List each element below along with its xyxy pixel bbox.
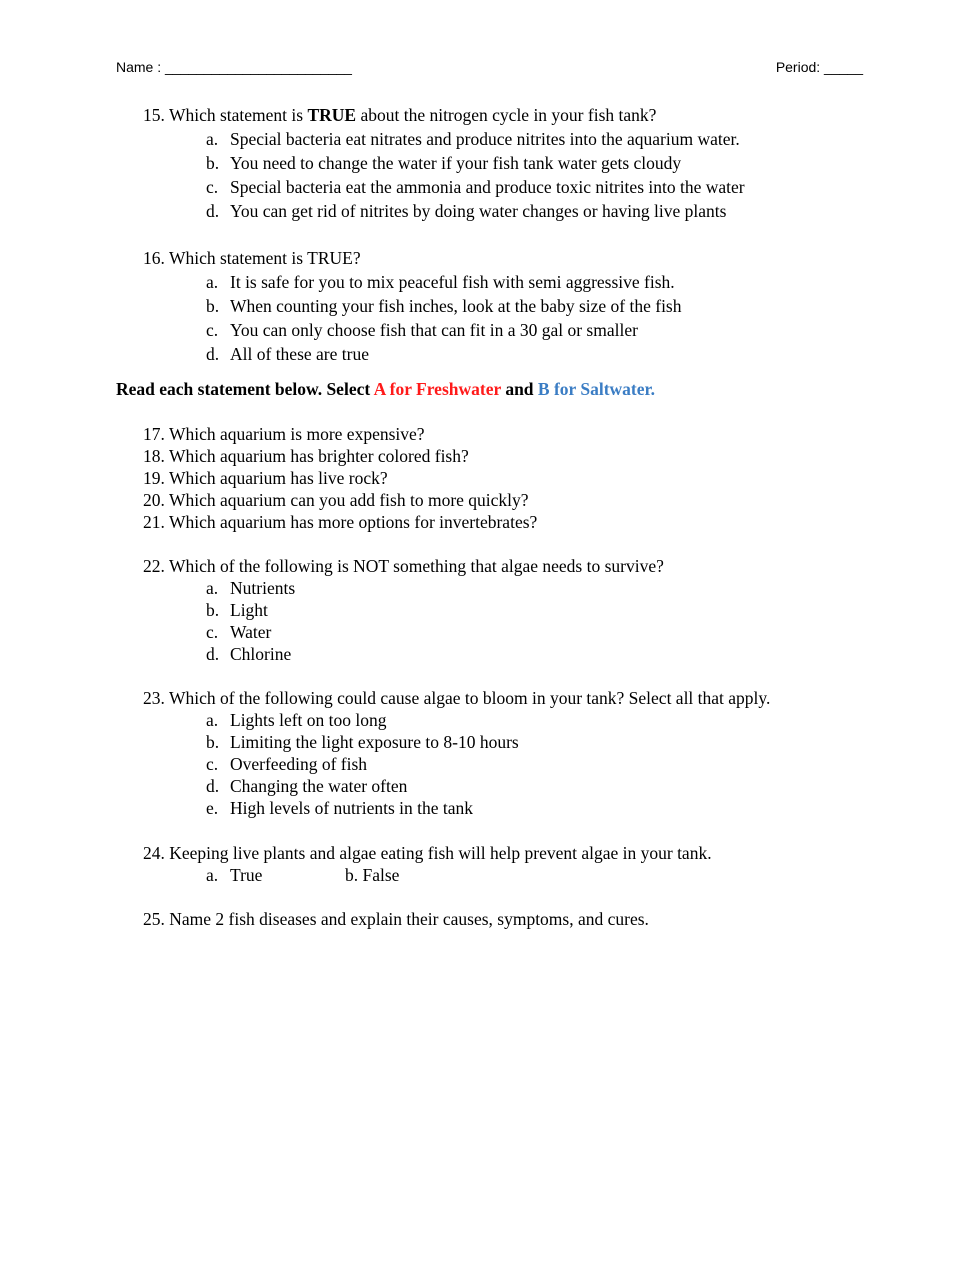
section-instructions <box>116 378 655 400</box>
question-text: Name 2 fish diseases and explain their causes, symptoms, and cures. <box>169 909 649 929</box>
option-letter: d. <box>206 201 220 221</box>
question-16 <box>143 247 361 269</box>
q16-option-d[interactable] <box>206 343 369 365</box>
question-number: 15. <box>143 105 165 125</box>
option-letter: e. <box>206 798 219 818</box>
q23-option-b[interactable] <box>206 731 519 753</box>
question-text: Which aquarium has live rock? <box>168 468 388 488</box>
option-letter: b. <box>206 153 220 173</box>
instructions-text-part1: Read each statement below. Select <box>116 379 374 399</box>
question-number: 19. <box>143 468 165 488</box>
question-20 <box>143 489 529 511</box>
q15-option-c[interactable] <box>206 176 745 198</box>
question-22 <box>143 555 664 577</box>
option-letter: b. <box>206 296 220 316</box>
option-letter: b. <box>206 600 220 620</box>
period-field-label: Period: _____ <box>775 59 863 75</box>
option-text: True <box>230 865 263 885</box>
q16-option-b[interactable] <box>206 295 682 317</box>
option-letter: a. <box>206 710 219 730</box>
question-text: Which aquarium has brighter colored fish? <box>168 446 469 466</box>
question-number: 22. <box>143 556 165 576</box>
q15-option-b[interactable] <box>206 152 681 174</box>
option-text: Limiting the light exposure to 8-10 hours <box>230 732 519 752</box>
option-letter: a. <box>206 578 219 598</box>
q22-option-a[interactable] <box>206 577 295 599</box>
option-letter: d. <box>206 344 220 364</box>
option-text: High levels of nutrients in the tank <box>230 798 474 818</box>
question-text: Which statement is TRUE? <box>168 248 361 268</box>
question-15 <box>143 104 656 126</box>
q23-option-d[interactable] <box>206 775 407 797</box>
option-text: Water <box>230 622 272 642</box>
question-number: 17. <box>143 424 165 444</box>
option-letter: a. <box>206 272 219 292</box>
question-text-after: about the nitrogen cycle in your fish tank? <box>356 105 657 125</box>
q22-option-b[interactable] <box>206 599 268 621</box>
freshwater-label: A for Freshwater <box>373 379 501 399</box>
option-text: Special bacteria eat nitrates and produce nitrites into the aquarium water. <box>230 129 740 149</box>
option-text: You can get rid of nitrites by doing water changes or having live plants <box>230 201 727 221</box>
option-text: Chlorine <box>230 644 292 664</box>
q15-option-a[interactable] <box>206 128 740 150</box>
option-text: You need to change the water if your fish tank water gets cloudy <box>230 153 682 173</box>
question-number: 18. <box>143 446 165 466</box>
option-letter: b. <box>206 732 220 752</box>
question-number: 20. <box>143 490 165 510</box>
worksheet-header <box>116 59 863 79</box>
option-letter: a. <box>206 865 219 885</box>
question-number: 25. <box>143 909 165 929</box>
question-text: Which of the following is NOT something that algae needs to survive? <box>168 556 664 576</box>
instructions-text-part2: and <box>500 379 538 399</box>
question-25 <box>143 908 649 930</box>
q23-option-e[interactable] <box>206 797 473 819</box>
question-23 <box>143 687 770 709</box>
question-text: Which aquarium is more expensive? <box>168 424 425 444</box>
option-letter: a. <box>206 129 219 149</box>
q22-option-c[interactable] <box>206 621 271 643</box>
q16-option-a[interactable] <box>206 271 675 293</box>
option-text: Overfeeding of fish <box>230 754 368 774</box>
option-text: Special bacteria eat the ammonia and produce toxic nitrites into the water <box>230 177 745 197</box>
option-text: Light <box>230 600 268 620</box>
option-text: It is safe for you to mix peaceful fish with semi aggressive fish. <box>230 272 675 292</box>
option-text: You can only choose fish that can fit in a 30 gal or smaller <box>230 320 638 340</box>
q24-option-b[interactable]: b. False <box>345 865 400 885</box>
option-letter: c. <box>206 622 219 642</box>
option-letter: d. <box>206 644 220 664</box>
option-letter: d. <box>206 776 220 796</box>
question-18 <box>143 445 469 467</box>
option-text: Lights left on too long <box>230 710 387 730</box>
question-text: Keeping live plants and algae eating fish will help prevent algae in your tank. <box>169 843 712 863</box>
q23-option-c[interactable] <box>206 753 367 775</box>
question-text: Which aquarium can you add fish to more quickly? <box>168 490 529 510</box>
question-number: 21. <box>143 512 165 532</box>
question-24 <box>143 842 712 864</box>
question-text-emphasis: TRUE <box>307 105 357 125</box>
q23-option-a[interactable] <box>206 709 387 731</box>
question-19 <box>143 467 388 489</box>
question-17 <box>143 423 425 445</box>
question-21 <box>143 511 537 533</box>
question-number: 24. <box>143 843 165 863</box>
saltwater-label: B for Saltwater. <box>537 379 656 399</box>
option-letter: c. <box>206 754 219 774</box>
option-text: Nutrients <box>230 578 296 598</box>
question-text: Which of the following could cause algae to bloom in your tank? Select all that apply. <box>168 688 771 708</box>
option-letter: c. <box>206 320 219 340</box>
q15-option-d[interactable] <box>206 200 726 222</box>
question-number: 16. <box>143 248 165 268</box>
q16-option-c[interactable] <box>206 319 638 341</box>
option-text: Changing the water often <box>230 776 408 796</box>
question-text: Which aquarium has more options for invertebrates? <box>168 512 538 532</box>
name-field-label: Name : ________________________ <box>116 59 352 75</box>
option-letter: c. <box>206 177 219 197</box>
q22-option-d[interactable] <box>206 643 291 665</box>
q24-option-a[interactable] <box>206 864 262 886</box>
option-text: All of these are true <box>230 344 369 364</box>
question-number: 23. <box>143 688 165 708</box>
question-text-before: Which statement is <box>168 105 308 125</box>
option-text: When counting your fish inches, look at the baby size of the fish <box>230 296 682 316</box>
